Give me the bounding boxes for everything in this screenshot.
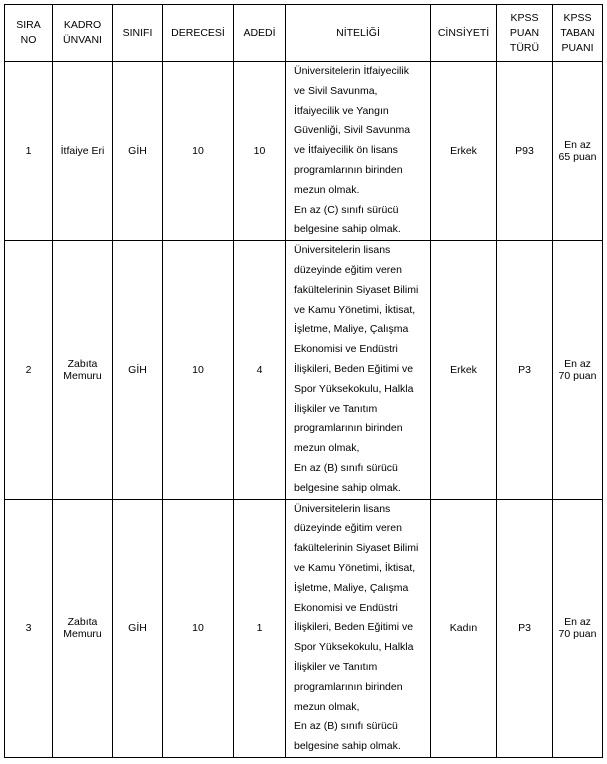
- row-degree: 10: [163, 241, 234, 499]
- header-sira-no: SIRA NO: [5, 5, 53, 62]
- row-min-score: En az 70 puan: [553, 241, 603, 499]
- row-qualification: Üniversitelerin İtfaiyecilik ve Sivil Savunma, İtfaiyecilik ve Yangın Güvenliği, Sivil Savunma ve İtfaiyecilik ön lisans programlarının birinden mezun olmak. En az (C) sınıfı sürücü belgesine sahip olmak.: [286, 62, 431, 241]
- header-cinsiyeti: CİNSİYETİ: [431, 5, 497, 62]
- row-score-type: P3: [497, 241, 553, 499]
- row-title: Zabıta Memuru: [53, 241, 113, 499]
- row-class: GİH: [113, 499, 163, 757]
- row-count: 10: [234, 62, 286, 241]
- row-score-type: P3: [497, 499, 553, 757]
- row-degree: 10: [163, 499, 234, 757]
- table-row: [5, 241, 603, 499]
- row-gender: Kadın: [431, 499, 497, 757]
- row-title: İtfaiye Eri: [53, 62, 113, 241]
- header-derecesi: DERECESİ: [163, 5, 234, 62]
- row-gender: Erkek: [431, 241, 497, 499]
- row-class: GİH: [113, 62, 163, 241]
- row-degree: 10: [163, 62, 234, 241]
- header-adedi: ADEDİ: [234, 5, 286, 62]
- row-qualification: Üniversitelerin lisans düzeyinde eğitim veren fakültelerinin Siyaset Bilimi ve Kamu Yönetimi, İktisat, İşletme, Maliye, Çalışma Ekonomisi ve Endüstri İlişkileri, Beden Eğitimi ve Spor Yüksekokulu, Halkla İlişkiler ve Tanıtım programlarının birinden mezun olmak, En az (B) sınıfı sürücü belgesine sahip olmak.: [286, 499, 431, 757]
- header-row: [5, 5, 603, 62]
- header-kpss-taban-puani: KPSS TABAN PUANI: [553, 5, 603, 62]
- table-row: [5, 499, 603, 757]
- row-gender: Erkek: [431, 62, 497, 241]
- row-count: 4: [234, 241, 286, 499]
- row-number: 2: [5, 241, 53, 499]
- header-niteligi: NİTELİĞİ: [286, 5, 431, 62]
- row-title: Zabıta Memuru: [53, 499, 113, 757]
- header-kpss-puan-turu: KPSS PUAN TÜRÜ: [497, 5, 553, 62]
- row-min-score: En az 65 puan: [553, 62, 603, 241]
- header-kadro-unvani: KADRO ÜNVANI: [53, 5, 113, 62]
- row-class: GİH: [113, 241, 163, 499]
- row-number: 1: [5, 62, 53, 241]
- row-number: 3: [5, 499, 53, 757]
- positions-table: [4, 4, 603, 758]
- row-qualification: Üniversitelerin lisans düzeyinde eğitim veren fakültelerinin Siyaset Bilimi ve Kamu Yönetimi, İktisat, İşletme, Maliye, Çalışma Ekonomisi ve Endüstri İlişkileri, Beden Eğitimi ve Spor Yüksekokulu, Halkla İlişkiler ve Tanıtım programlarının birinden mezun olmak, En az (B) sınıfı sürücü belgesine sahip olmak.: [286, 241, 431, 499]
- row-min-score: En az 70 puan: [553, 499, 603, 757]
- row-score-type: P93: [497, 62, 553, 241]
- table-row: [5, 62, 603, 241]
- row-count: 1: [234, 499, 286, 757]
- header-sinifi: SINIFI: [113, 5, 163, 62]
